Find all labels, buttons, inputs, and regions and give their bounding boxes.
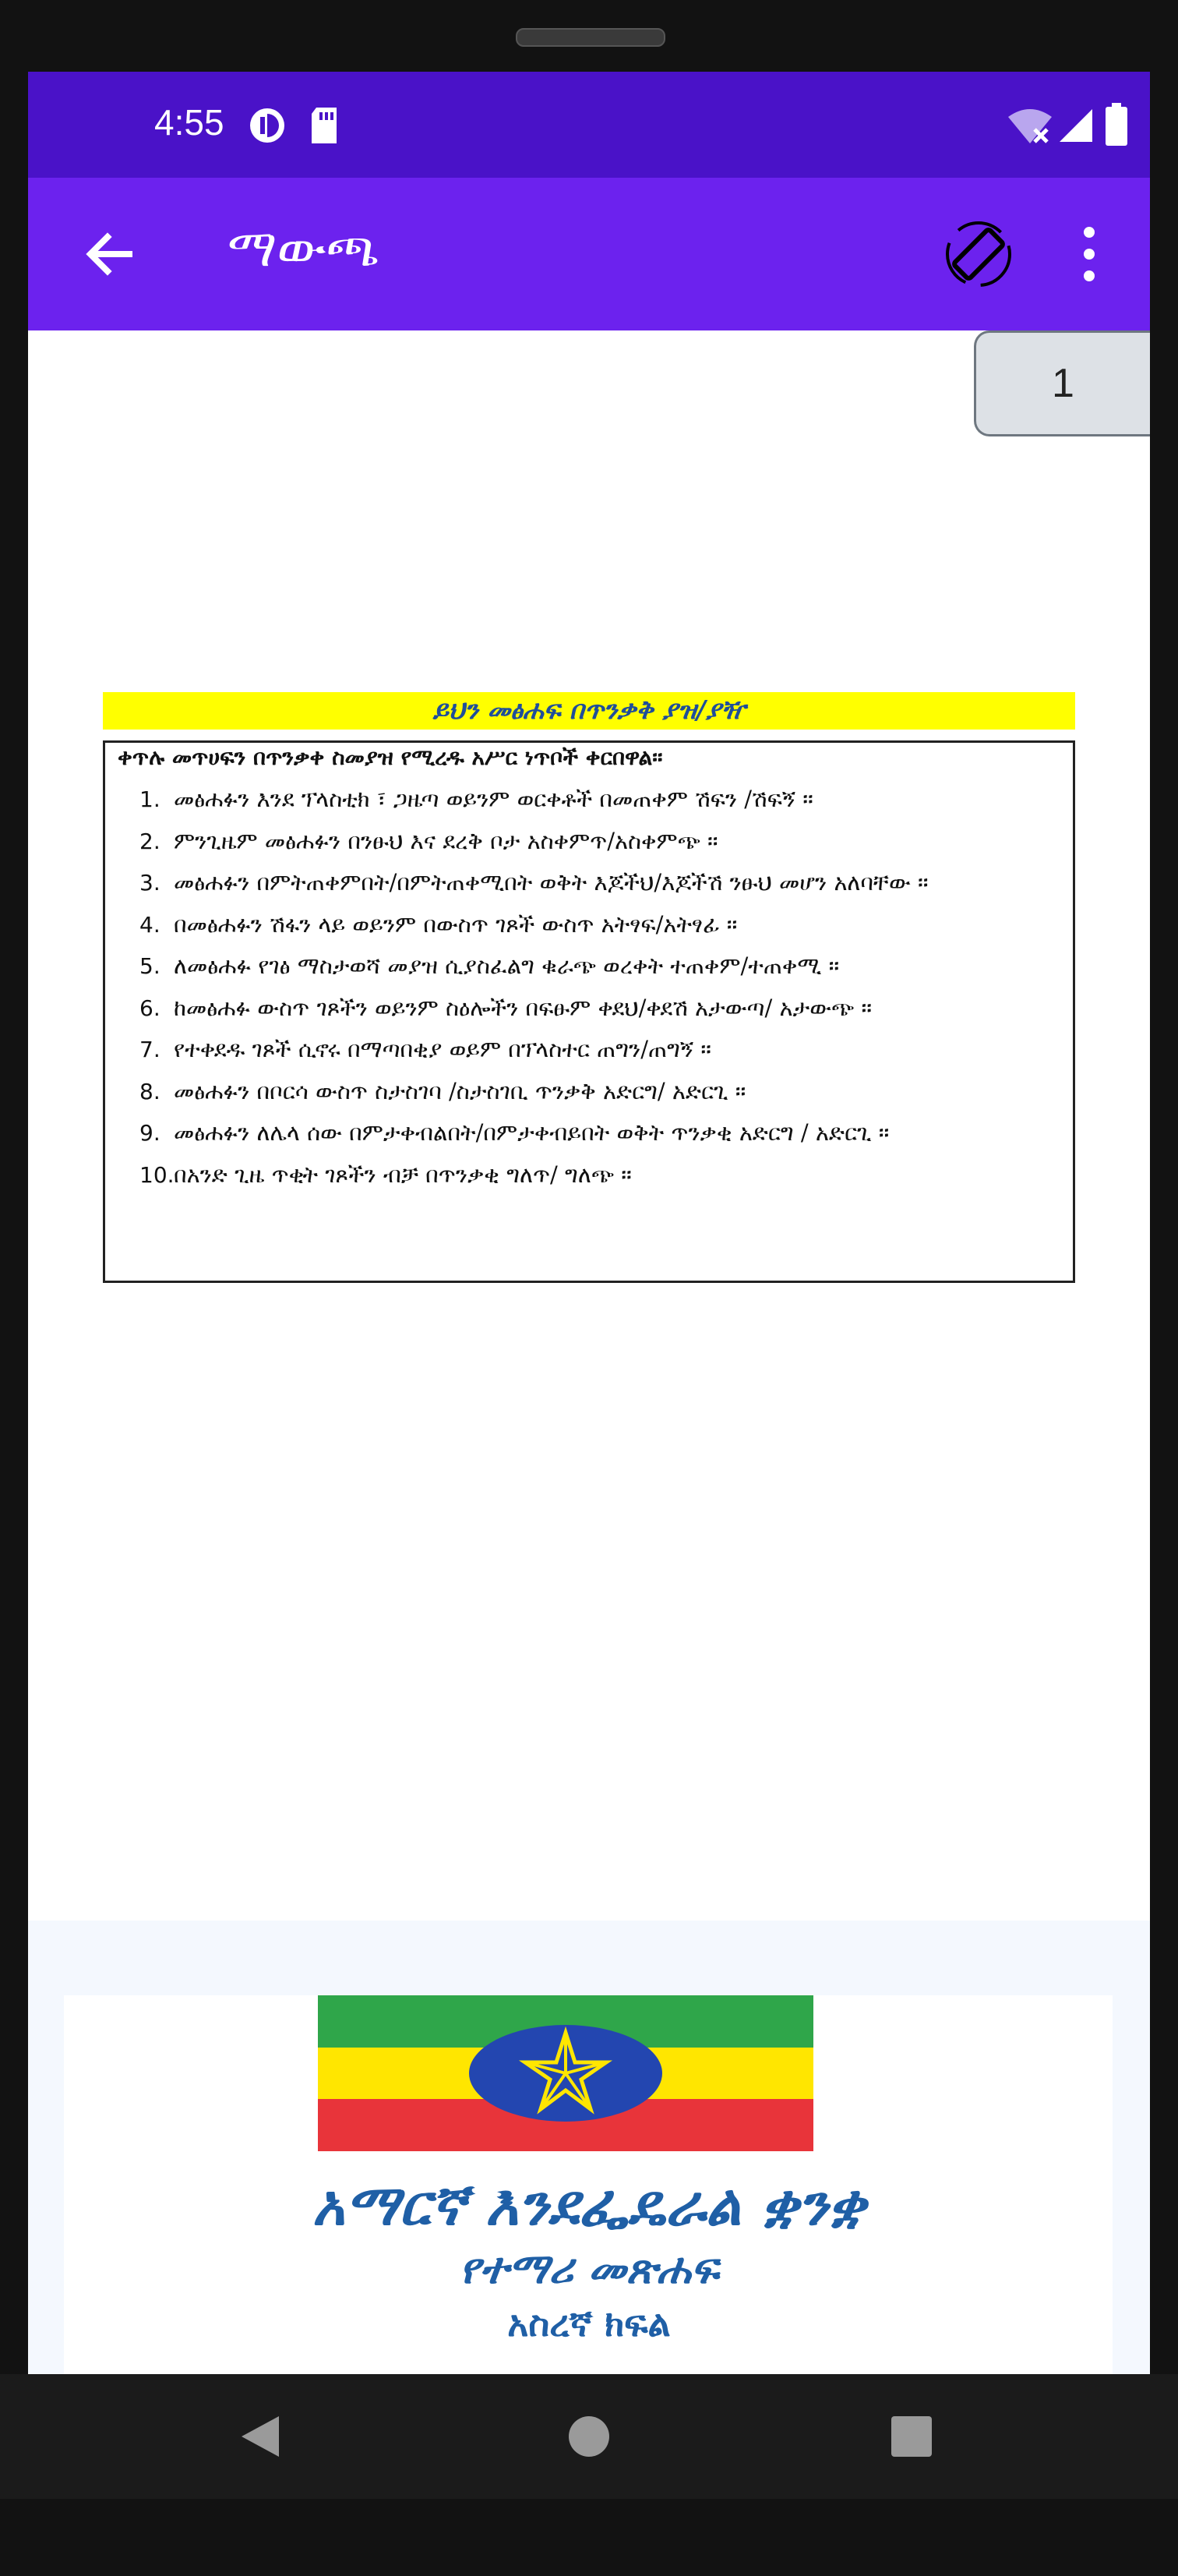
status-bar xyxy=(28,72,1150,178)
wifi-off-icon xyxy=(1007,106,1053,148)
list-item: 7. የተቀደዱ ገጾች ሲኖሩ በማጣበቂያ ወይም በፕላስተር ጠግን/ጠግኝ ። xyxy=(139,1036,711,1062)
nav-home-circle-icon xyxy=(567,2415,611,2458)
cover-grade: አስረኛ ክፍል xyxy=(507,2302,671,2345)
ethiopian-flag-emblem xyxy=(318,1995,813,2151)
more-vert-icon xyxy=(1074,223,1105,285)
list-item: 10.በአንድ ጊዜ ጥቂት ገጾችን ብቻ በጥንቃቂ ግለጥ/ ግለጭ ። xyxy=(139,1161,632,1188)
nav-recents-button[interactable] xyxy=(890,2415,933,2461)
list-item: 8. መፅሐፉን በቦርሳ ውስጥ ስታስገባ /ስታስገቢ ጥንቃቅ አድርግ/ አድርጊ ። xyxy=(139,1077,746,1104)
nav-back-triangle-icon xyxy=(238,2413,282,2460)
app-title: ማውጫ xyxy=(227,218,379,278)
nav-recents-square-icon xyxy=(890,2415,933,2458)
document-notice-box xyxy=(103,740,1075,1283)
nav-back-button[interactable] xyxy=(238,2413,282,2463)
earpiece-speaker xyxy=(516,28,665,47)
cover-title: አማርኛ እንደፌዴራል ቋንቋ xyxy=(312,2171,866,2238)
list-item: 9. መፅሐፉን ለሌላ ሰው በምታቀብልበት/በምታቀብይበት ወቅት ጥንቃቂ አድርግ / አድርጊ ። xyxy=(139,1119,890,1146)
back-button[interactable] xyxy=(75,220,143,292)
arrow-left-icon xyxy=(75,220,143,288)
document-banner: ይህን መፅሐፍ በጥንቃቅ ያዝ/ያዥ xyxy=(103,692,1075,730)
list-item: 4. በመፅሐፉን ሽፋን ላይ ወይንም በውስጥ ገጾች ውስጥ አትፃፍ/አትፃፊ ። xyxy=(139,910,738,938)
battery-icon xyxy=(1105,103,1128,150)
list-item: 2. ምንጊዜም መፅሐፉን በንፁህ እና ደረቅ ቦታ አስቀምጥ/አስቀምጭ ። xyxy=(139,827,718,854)
system-navigation-bar xyxy=(0,2374,1178,2499)
list-item: 5. ለመፅሐፉ የገፅ ማስታወሻ መያዝ ሲያስፈልግ ቁራጭ ወረቀት ተጠቀም/ተጠቀሚ ። xyxy=(139,952,840,979)
document-intro: ቀጥሉ መጥሀፍን በጥንቃቀ ስመያዝ የሚረዱ አሥር ነጥቦች ቀርበዋል፡፡ xyxy=(118,744,663,770)
screen-rotation-icon xyxy=(941,217,1016,292)
list-item: 1. መፅሐፉን እንደ ፕላስቲክ ፣ ጋዜጣ ወይንም ወርቀቶች በመጠቀም ሽፍን /ሽፍኝ ። xyxy=(139,786,813,812)
status-time: 4:55 xyxy=(154,102,224,143)
cover-subtitle: የተማሪ መጽሐፍ xyxy=(459,2243,719,2293)
notification-circle-icon xyxy=(248,106,287,148)
sd-card-icon xyxy=(309,106,340,148)
more-options-button[interactable] xyxy=(1074,223,1105,288)
signal-icon xyxy=(1056,106,1095,148)
list-item: 6. ከመፅሐፉ ውስጥ ገጾችን ወይንም ስዕሎችን በፍፁም ቀደህ/ቀደሽ አታውጣ/ አታውጭ ። xyxy=(139,994,873,1021)
nav-home-button[interactable] xyxy=(567,2415,611,2461)
rotate-screen-button[interactable] xyxy=(941,217,1016,295)
list-item: 3. መፅሐፉን በምትጠቀምበት/በምትጠቀሚበት ወቅት እጆችህ/እጆችሽ ንፁህ መሆን አለባቸው ። xyxy=(139,869,929,896)
page-number-indicator[interactable]: 1 xyxy=(974,330,1150,436)
care-instructions-list xyxy=(139,779,929,1196)
app-bar xyxy=(28,178,1150,330)
phone-screen xyxy=(28,72,1150,2374)
